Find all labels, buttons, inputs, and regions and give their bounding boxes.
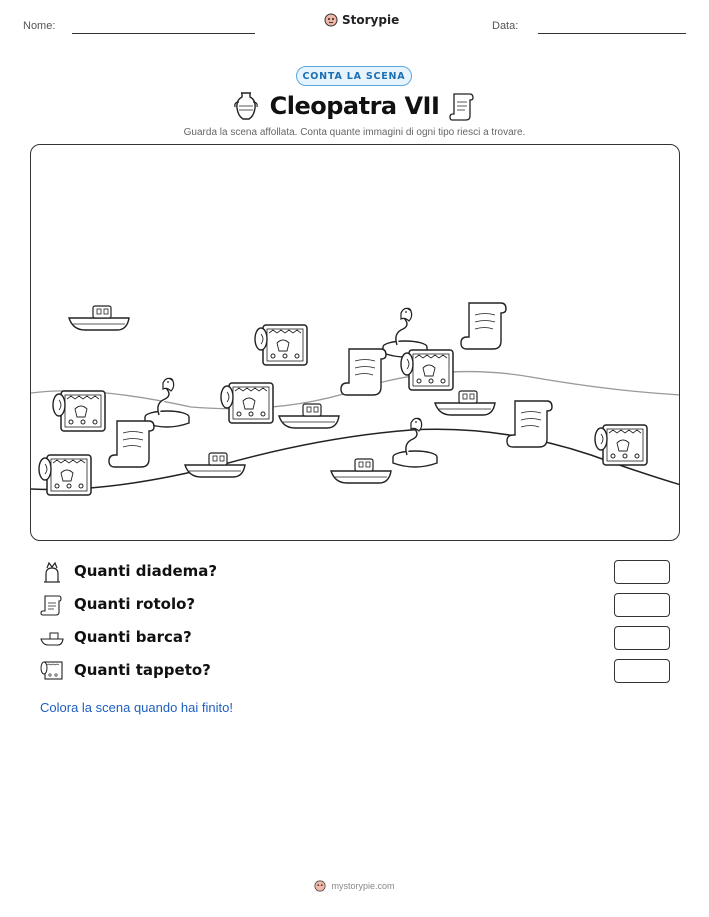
instructions: Guarda la scena affollata. Conta quante immagini di ogni tipo riesci a trovare.: [183, 127, 526, 138]
question-text: Quanti rotolo?: [74, 595, 196, 613]
question-text: Quanti diadema?: [74, 562, 218, 580]
scroll-icon: [40, 593, 64, 617]
name-label: Nome:: [23, 20, 56, 32]
answer-box-boat[interactable]: [614, 626, 670, 650]
boat-icon: [40, 626, 64, 650]
date-label: Data:: [492, 20, 519, 32]
storypie-mascot-icon: [324, 13, 338, 27]
answer-box-diadem[interactable]: [614, 560, 670, 584]
question-row: [40, 560, 670, 586]
date-field[interactable]: [538, 33, 686, 34]
scroll-title-icon: [448, 90, 476, 122]
question-row: [40, 659, 670, 685]
carpet-icon: [40, 659, 64, 683]
question-text: Quanti tappeto?: [74, 661, 211, 679]
question-row: [40, 593, 670, 619]
diadem-icon: [40, 560, 64, 584]
page-title: Cleopatra VII: [269, 92, 440, 120]
answer-box-carpet[interactable]: [614, 659, 670, 683]
footer-url[interactable]: mystorypie.com: [331, 881, 395, 891]
brand-logo: [324, 13, 399, 27]
footer: [0, 880, 709, 892]
question-row: [40, 626, 670, 652]
color-instruction: Colora la scena quando hai finito!: [40, 700, 233, 715]
activity-badge: CONTA LA SCENA: [296, 66, 412, 86]
question-text: Quanti barca?: [74, 628, 192, 646]
answer-box-scroll[interactable]: [614, 593, 670, 617]
name-field[interactable]: [72, 33, 255, 34]
scene-drawing: [31, 145, 680, 541]
scene-illustration[interactable]: [30, 144, 680, 541]
brand-name: Storypie: [342, 13, 400, 27]
storypie-footer-icon: [314, 880, 326, 892]
